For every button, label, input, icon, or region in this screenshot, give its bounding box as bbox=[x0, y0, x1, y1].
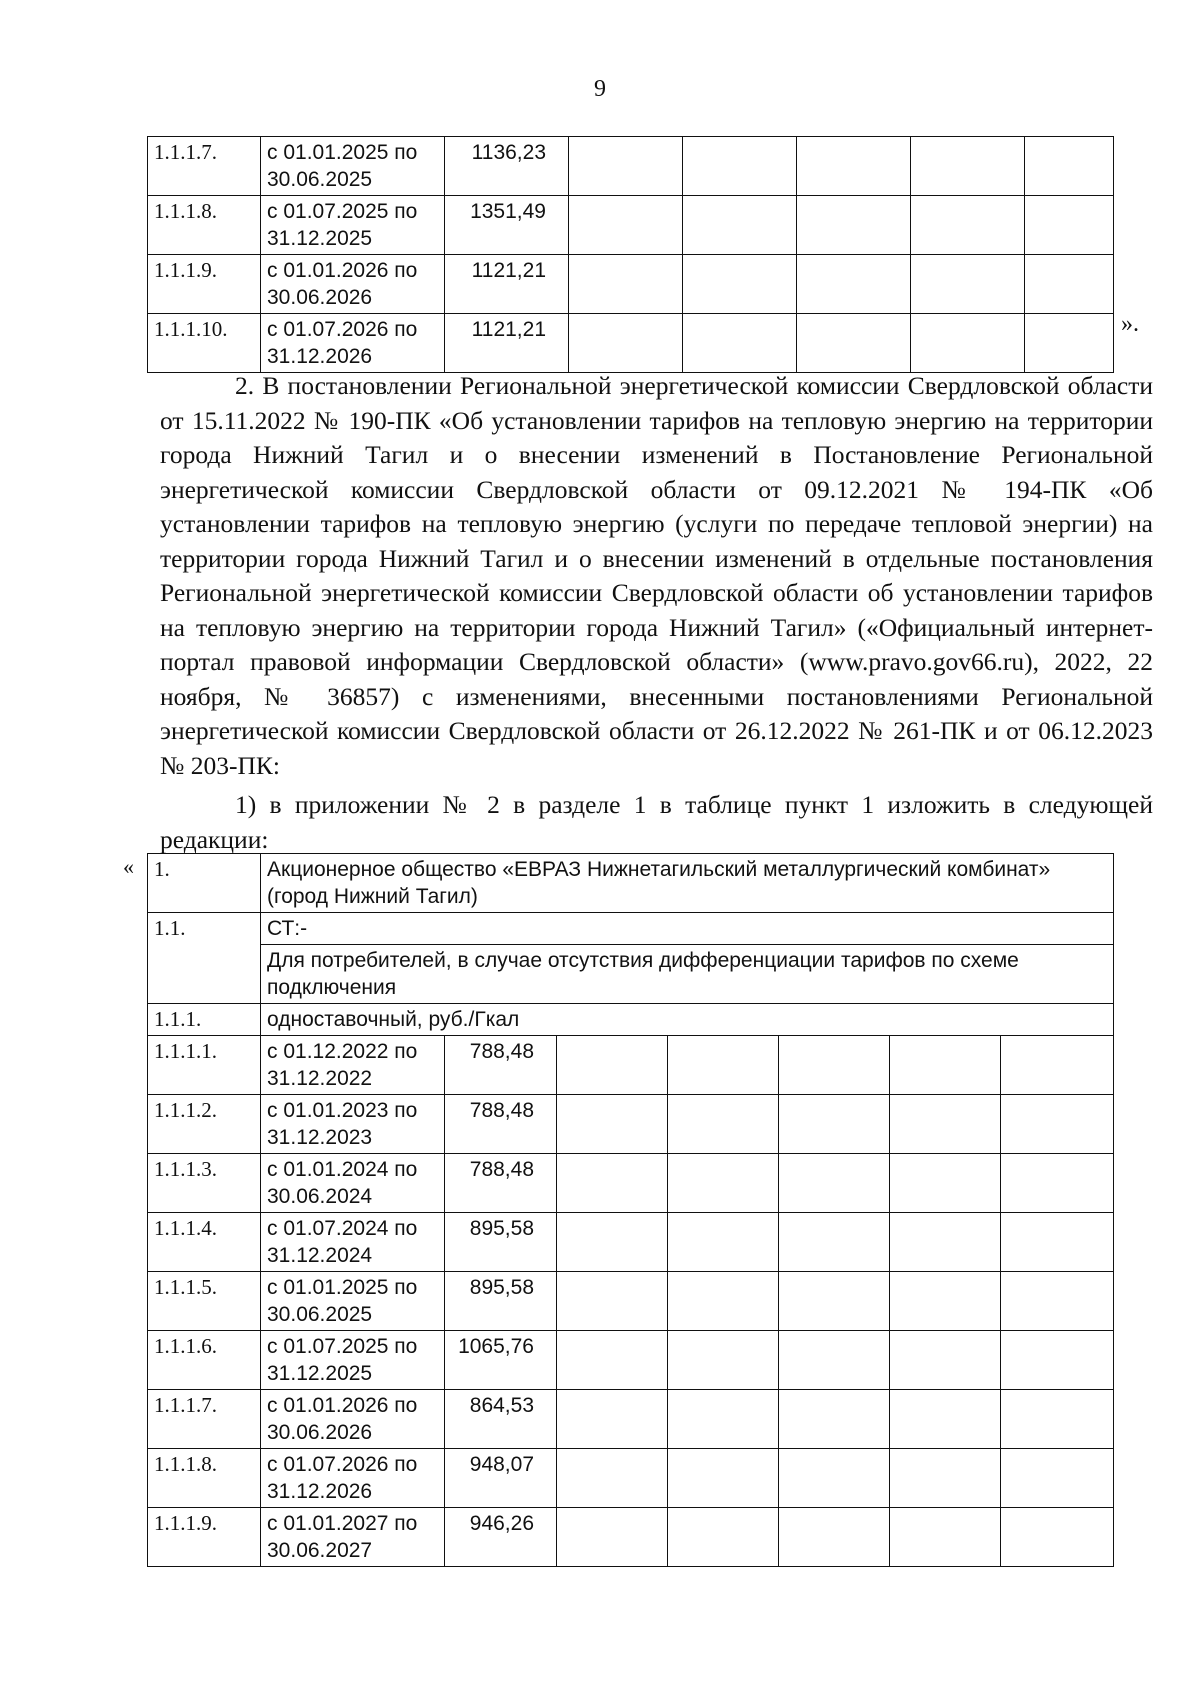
empty-cell bbox=[911, 137, 1025, 196]
row-value: 1136,23 bbox=[445, 137, 569, 196]
row-text: Для потребителей, в случае отсутствия дифференциации тарифов по схеме подключения bbox=[261, 945, 1114, 1004]
empty-cell bbox=[668, 1272, 779, 1331]
row-period: с 01.12.2022 по 31.12.2022 bbox=[261, 1036, 445, 1095]
row-code: 1.1.1.7. bbox=[148, 1390, 261, 1449]
empty-cell bbox=[557, 1331, 668, 1390]
empty-cell bbox=[1001, 1154, 1114, 1213]
row-text: Акционерное общество «ЕВРАЗ Нижнетагильский металлургический комбинат» (город Нижний Тагил) bbox=[261, 854, 1114, 913]
empty-cell bbox=[890, 1213, 1001, 1272]
header-row bbox=[148, 945, 1114, 1004]
row-code: 1.1. bbox=[148, 913, 261, 1004]
empty-cell bbox=[779, 1213, 890, 1272]
row-value: 788,48 bbox=[445, 1154, 557, 1213]
empty-cell bbox=[1001, 1036, 1114, 1095]
table-row bbox=[148, 137, 1114, 196]
table-row bbox=[148, 1272, 1114, 1331]
row-code: 1. bbox=[148, 854, 261, 913]
row-code: 1.1.1.7. bbox=[148, 137, 261, 196]
row-code: 1.1.1.5. bbox=[148, 1272, 261, 1331]
empty-cell bbox=[557, 1508, 668, 1567]
empty-cell bbox=[683, 196, 797, 255]
table-row bbox=[148, 1154, 1114, 1213]
empty-cell bbox=[1001, 1095, 1114, 1154]
empty-cell bbox=[668, 1095, 779, 1154]
row-code: 1.1.1.9. bbox=[148, 1508, 261, 1567]
empty-cell bbox=[779, 1154, 890, 1213]
empty-cell bbox=[779, 1331, 890, 1390]
row-code: 1.1.1.10. bbox=[148, 314, 261, 373]
empty-cell bbox=[557, 1095, 668, 1154]
empty-cell bbox=[683, 314, 797, 373]
empty-cell bbox=[797, 137, 911, 196]
row-period: с 01.07.2026 по 31.12.2026 bbox=[261, 1449, 445, 1508]
row-value: 946,26 bbox=[445, 1508, 557, 1567]
empty-cell bbox=[1025, 314, 1114, 373]
empty-cell bbox=[797, 314, 911, 373]
row-value: 948,07 bbox=[445, 1449, 557, 1508]
empty-cell bbox=[1001, 1213, 1114, 1272]
table-row bbox=[148, 1036, 1114, 1095]
table-row bbox=[148, 196, 1114, 255]
empty-cell bbox=[890, 1449, 1001, 1508]
row-text: СТ:- bbox=[261, 913, 1114, 945]
row-code: 1.1.1.3. bbox=[148, 1154, 261, 1213]
row-period: с 01.07.2024 по 31.12.2024 bbox=[261, 1213, 445, 1272]
row-value: 788,48 bbox=[445, 1095, 557, 1154]
empty-cell bbox=[890, 1095, 1001, 1154]
row-code: 1.1.1. bbox=[148, 1004, 261, 1036]
row-code: 1.1.1.8. bbox=[148, 1449, 261, 1508]
row-value: 895,58 bbox=[445, 1213, 557, 1272]
row-period: с 01.07.2025 по 31.12.2025 bbox=[261, 1331, 445, 1390]
empty-cell bbox=[779, 1272, 890, 1331]
row-code: 1.1.1.9. bbox=[148, 255, 261, 314]
row-text: одноставочный, руб./Гкал bbox=[261, 1004, 1114, 1036]
row-period: с 01.01.2025 по 30.06.2025 bbox=[261, 137, 445, 196]
empty-cell bbox=[683, 255, 797, 314]
paragraph-amendment: 2. В постановлении Региональной энергетической комиссии Свердловской области от 15.11.2022 № 190-ПК «Об установлении тарифов на тепловую энергию на территории города Нижний Тагил и о внесении изменений в Постановление Региональной энергетической комиссии Свердловской области от 09.12.2021 № 194-ПК «Об установлении тарифов на тепловую энергию (услуги по передаче тепловой энергии) на территории города Нижний Тагил и о внесении изменений в отдельные постановления Региональной энергетической комиссии Свердловской области об установлении тарифов на тепловую энергию на территории города Нижний Тагил» («Официальный интернет-портал правовой информации Свердловской области» (www.pravo.gov66.ru), 2022, 22 ноября, № 36857) с изменениями, внесенными постановлениями Региональной энергетической комиссии Свердловской области от 26.12.2022 № 261-ПК и от 06.12.2023 № 203-ПК: bbox=[160, 371, 1153, 780]
empty-cell bbox=[779, 1095, 890, 1154]
empty-cell bbox=[1001, 1449, 1114, 1508]
empty-cell bbox=[557, 1154, 668, 1213]
empty-cell bbox=[668, 1390, 779, 1449]
empty-cell bbox=[668, 1036, 779, 1095]
empty-cell bbox=[569, 137, 683, 196]
empty-cell bbox=[890, 1272, 1001, 1331]
empty-cell bbox=[779, 1508, 890, 1567]
table-row bbox=[148, 1449, 1114, 1508]
empty-cell bbox=[1025, 137, 1114, 196]
header-row bbox=[148, 854, 1114, 913]
empty-cell bbox=[890, 1508, 1001, 1567]
empty-cell bbox=[890, 1154, 1001, 1213]
empty-cell bbox=[1025, 196, 1114, 255]
table-row bbox=[148, 1331, 1114, 1390]
row-value: 1121,21 bbox=[445, 255, 569, 314]
row-period: с 01.01.2026 по 30.06.2026 bbox=[261, 255, 445, 314]
table-row bbox=[148, 1095, 1114, 1154]
empty-cell bbox=[890, 1036, 1001, 1095]
empty-cell bbox=[569, 196, 683, 255]
empty-cell bbox=[1001, 1508, 1114, 1567]
header-row bbox=[148, 913, 1114, 945]
page-number: 9 bbox=[594, 76, 606, 102]
empty-cell bbox=[1001, 1390, 1114, 1449]
row-value: 1351,49 bbox=[445, 196, 569, 255]
empty-cell bbox=[890, 1331, 1001, 1390]
empty-cell bbox=[1001, 1331, 1114, 1390]
paragraph-subitem: 1) в приложении № 2 в разделе 1 в таблице пункт 1 изложить в следующей редакции: bbox=[160, 790, 1153, 854]
empty-cell bbox=[557, 1390, 668, 1449]
empty-cell bbox=[569, 255, 683, 314]
empty-cell bbox=[668, 1449, 779, 1508]
empty-cell bbox=[569, 314, 683, 373]
header-row bbox=[148, 1004, 1114, 1036]
row-code: 1.1.1.4. bbox=[148, 1213, 261, 1272]
empty-cell bbox=[557, 1449, 668, 1508]
row-period: с 01.01.2024 по 30.06.2024 bbox=[261, 1154, 445, 1213]
empty-cell bbox=[668, 1213, 779, 1272]
empty-cell bbox=[779, 1036, 890, 1095]
empty-cell bbox=[797, 196, 911, 255]
empty-cell bbox=[557, 1213, 668, 1272]
empty-cell bbox=[683, 137, 797, 196]
tariff-table-continued bbox=[147, 136, 1114, 373]
empty-cell bbox=[1025, 255, 1114, 314]
row-period: с 01.07.2025 по 31.12.2025 bbox=[261, 196, 445, 255]
empty-cell bbox=[779, 1390, 890, 1449]
tariff-table-new bbox=[147, 853, 1114, 1567]
table-row bbox=[148, 255, 1114, 314]
empty-cell bbox=[557, 1272, 668, 1331]
row-code: 1.1.1.2. bbox=[148, 1095, 261, 1154]
row-value: 1065,76 bbox=[445, 1331, 557, 1390]
empty-cell bbox=[557, 1036, 668, 1095]
opening-quote: « bbox=[123, 854, 134, 879]
row-value: 895,58 bbox=[445, 1272, 557, 1331]
empty-cell bbox=[668, 1331, 779, 1390]
row-period: с 01.07.2026 по 31.12.2026 bbox=[261, 314, 445, 373]
row-period: с 01.01.2026 по 30.06.2026 bbox=[261, 1390, 445, 1449]
empty-cell bbox=[668, 1508, 779, 1567]
closing-quote: ». bbox=[1121, 311, 1139, 337]
row-period: с 01.01.2023 по 31.12.2023 bbox=[261, 1095, 445, 1154]
row-code: 1.1.1.8. bbox=[148, 196, 261, 255]
row-value: 1121,21 bbox=[445, 314, 569, 373]
row-code: 1.1.1.6. bbox=[148, 1331, 261, 1390]
row-period: с 01.01.2025 по 30.06.2025 bbox=[261, 1272, 445, 1331]
empty-cell bbox=[668, 1154, 779, 1213]
table-row bbox=[148, 1390, 1114, 1449]
empty-cell bbox=[797, 255, 911, 314]
empty-cell bbox=[911, 314, 1025, 373]
empty-cell bbox=[911, 255, 1025, 314]
table-row bbox=[148, 1213, 1114, 1272]
empty-cell bbox=[890, 1390, 1001, 1449]
table-row bbox=[148, 314, 1114, 373]
empty-cell bbox=[779, 1449, 890, 1508]
row-period: с 01.01.2027 по 30.06.2027 bbox=[261, 1508, 445, 1567]
empty-cell bbox=[1001, 1272, 1114, 1331]
empty-cell bbox=[911, 196, 1025, 255]
row-value: 864,53 bbox=[445, 1390, 557, 1449]
table-row bbox=[148, 1508, 1114, 1567]
row-code: 1.1.1.1. bbox=[148, 1036, 261, 1095]
row-value: 788,48 bbox=[445, 1036, 557, 1095]
